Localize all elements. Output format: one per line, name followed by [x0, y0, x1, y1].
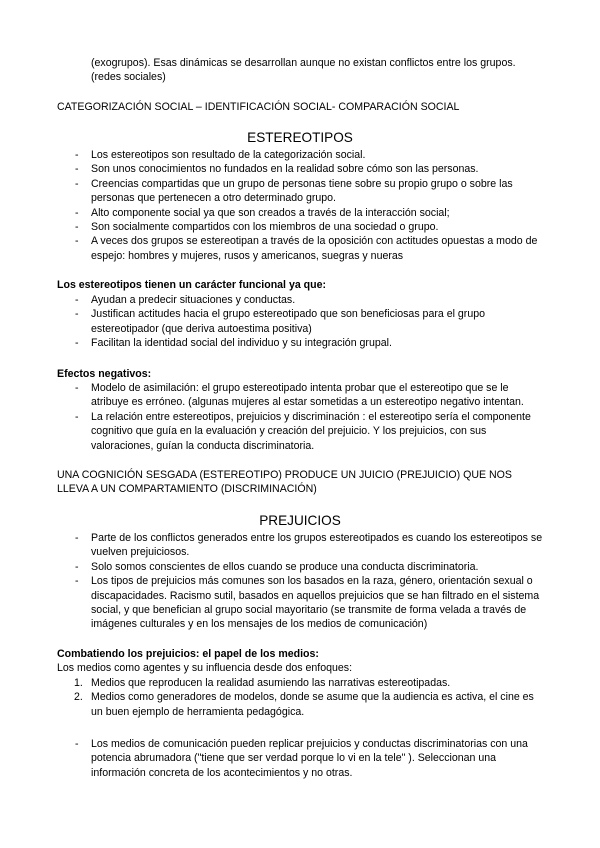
- prejuicios-title: PREJUICIOS: [259, 513, 341, 528]
- bullet-dash: -: [75, 206, 79, 219]
- list-item: 2. Medios como generadores de modelos, donde se asume que la audiencia es activa, el cine es un buen ejemplo de herramienta pedagógica.: [74, 691, 534, 718]
- bullet-dash: -: [75, 294, 79, 306]
- medios-heading: Combatiendo los prejuicios: el papel de los medios:: [57, 648, 319, 660]
- bullet-dash: -: [75, 308, 79, 321]
- list-item: - La relación entre estereotipos, prejuicios y discriminación : el estereotipo sería el componente cognitivo que guía en la evaluación y creación del prejuicio. Y los prejuicios, con sus valoraciones, guían la conducta discriminatoria.: [75, 410, 531, 452]
- list-item: - Son socialmente compartidos con los miembros de una sociedad o grupo.: [75, 221, 439, 234]
- efectos-heading: Efectos negativos:: [57, 368, 152, 380]
- estereotipos-list: [57, 148, 547, 263]
- bullet-dash: -: [75, 149, 79, 161]
- list-item: - Ayudan a predecir situaciones y conductas.: [75, 294, 296, 306]
- list-item: - Justifican actitudes hacia el grupo estereotipado que son beneficiosas para el grupo estereotipador (que deriva autoestima positiva): [75, 308, 485, 335]
- medios-numbered-list: [57, 676, 547, 719]
- list-item: - Creencias compartidas que un grupo de personas tiene sobre su propio grupo o sobre las personas que pertenecen a otro determinado grupo.: [75, 177, 513, 205]
- bullet-dash: -: [75, 560, 79, 573]
- intro-paragraph: [91, 56, 551, 85]
- funcional-heading: Los estereotipos tienen un carácter funcional ya que:: [57, 279, 327, 291]
- list-number: 1.: [74, 677, 83, 689]
- list-number: 2.: [74, 691, 83, 704]
- bullet-dash: -: [75, 177, 79, 190]
- prejuicios-list: [57, 531, 547, 632]
- list-item: - Modelo de asimilación: el grupo estereotipado intenta probar que el estereotipo que se le atribuye es erróneo. (algunas mujeres al estar sometidas a un estereotipo negativo intentan.: [75, 382, 524, 409]
- bullet-dash: -: [75, 532, 79, 544]
- bullet-dash: -: [75, 410, 79, 423]
- bullet-dash: -: [75, 235, 79, 248]
- intro-line-1: (exogrupos). Esas dinámicas se desarrollan aunque no existan conflictos entre los grupos.: [91, 57, 516, 69]
- list-item: - A veces dos grupos se estereotipan a través de la oposición con actitudes opuestas a modo de espejo: hombres y mujeres, rusos y americanos, suegras y nueras: [75, 235, 538, 262]
- bullet-dash: -: [75, 382, 79, 394]
- list-item: - Alto componente social ya que son creados a través de la interacción social;: [75, 206, 450, 219]
- efectos-list: [57, 381, 547, 453]
- bullet-dash: -: [75, 337, 79, 350]
- efectos-caps-note: UNA COGNICIÓN SESGADA (ESTEREOTIPO) PRODUCE UN JUICIO (PREJUICIO) QUE NOS LLEVA A UN COMPARTAMIENTO (DISCRIMINACIÓN): [57, 469, 512, 496]
- medios-subheading: Los medios como agentes y su influencia desde dos enfoques:: [57, 662, 353, 674]
- funcional-list: [57, 293, 547, 351]
- list-item: 1. Medios que reproducen la realidad asumiendo las narrativas estereotipadas.: [74, 677, 451, 689]
- bullet-dash: -: [75, 738, 79, 750]
- bullet-dash: -: [75, 575, 79, 588]
- intro-line-2: (redes sociales): [91, 71, 166, 84]
- caps-concepts-line: CATEGORIZACIÓN SOCIAL – IDENTIFICACIÓN SOCIAL- COMPARACIÓN SOCIAL: [57, 101, 460, 113]
- list-item: - Facilitan la identidad social del individuo y su integración grupal.: [75, 337, 392, 350]
- bullet-dash: -: [75, 221, 79, 234]
- list-item: - Los estereotipos son resultado de la categorización social.: [75, 149, 366, 161]
- estereotipos-title: ESTEREOTIPOS: [247, 130, 353, 145]
- bullet-dash: -: [75, 163, 79, 176]
- list-item: - Los tipos de prejuicios más comunes son los basados en la raza, género, orientación sexual o discapacidades. Racismo sutil, basados en aquellos prejuicios que se han filtrado en el sistema social, y que benefician al grupo social mayoritario (se transmite de forma velada a través de imágenes culturales y en los mensajes de los medios de comunicación): [75, 575, 540, 631]
- list-item: - Los medios de comunicación pueden replicar prejuicios y conductas discriminatorias con una potencia abrumadora ("tiene que ser verdad porque lo vi en la tele" ). Seleccionan una información concreta de los acontecimientos y no otras.: [75, 738, 528, 779]
- medios-final-list: [57, 737, 547, 780]
- list-item: - Son unos conocimientos no fundados en la realidad sobre cómo son las personas.: [75, 163, 479, 176]
- list-item: - Parte de los conflictos generados entre los grupos estereotipados es cuando los estereotipos se vuelven prejuiciosos.: [75, 532, 543, 559]
- list-item: - Solo somos conscientes de ellos cuando se produce una conducta discriminatoria.: [75, 560, 479, 573]
